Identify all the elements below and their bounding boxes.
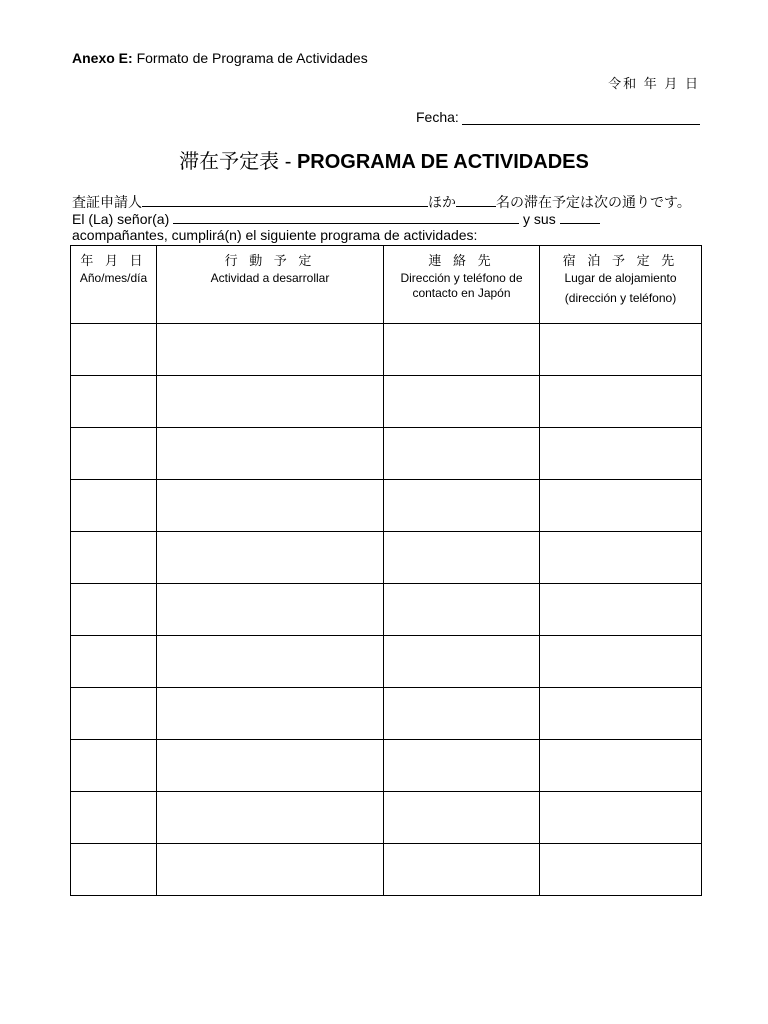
date-cell[interactable]	[71, 428, 157, 480]
date-cell[interactable]	[71, 636, 157, 688]
column-header-es-note: (dirección y teléfono)	[564, 291, 677, 305]
date-cell[interactable]	[71, 480, 157, 532]
title-separator: -	[279, 151, 297, 173]
others-label-jp: ほか	[428, 194, 456, 210]
column-header-date	[71, 246, 157, 324]
table-header-row	[71, 246, 702, 324]
activity-cell[interactable]	[157, 376, 384, 428]
date-cell[interactable]	[71, 376, 157, 428]
column-header-es: Año/mes/día	[79, 271, 148, 285]
column-header-contact	[384, 246, 540, 324]
contact-cell[interactable]	[384, 584, 540, 636]
document-title	[0, 145, 768, 174]
lodging-cell[interactable]	[540, 688, 702, 740]
date-cell[interactable]	[71, 740, 157, 792]
title-spanish: PROGRAMA DE ACTIVIDADES	[296, 151, 589, 173]
activity-cell[interactable]	[157, 636, 384, 688]
activity-cell[interactable]	[157, 532, 384, 584]
table-row	[71, 792, 702, 844]
lodging-cell[interactable]	[540, 376, 702, 428]
date-cell[interactable]	[71, 324, 157, 376]
activity-schedule-table	[70, 245, 702, 896]
activity-cell[interactable]	[157, 844, 384, 896]
lodging-cell[interactable]	[540, 792, 702, 844]
lodging-cell[interactable]	[540, 480, 702, 532]
date-cell[interactable]	[71, 688, 157, 740]
lodging-cell[interactable]	[540, 428, 702, 480]
companion-count-blank-es[interactable]	[560, 210, 600, 224]
companion-count-blank-jp[interactable]	[456, 193, 496, 207]
activity-cell[interactable]	[157, 428, 384, 480]
applicant-label-jp: 査証申請人	[72, 194, 142, 210]
y-sus-label: y sus	[523, 211, 556, 227]
senor-label: El (La) señor(a)	[72, 211, 170, 227]
column-header-es: Actividad a desarrollar	[210, 271, 330, 285]
contact-cell[interactable]	[384, 792, 540, 844]
annex-label: Anexo E:	[72, 50, 133, 66]
annex-heading	[72, 50, 368, 66]
lodging-cell[interactable]	[540, 584, 702, 636]
contact-cell[interactable]	[384, 376, 540, 428]
table-row	[71, 844, 702, 896]
date-label: Fecha:	[416, 109, 459, 125]
activity-cell[interactable]	[157, 688, 384, 740]
table-row	[71, 480, 702, 532]
column-header-jp: 連 絡 先	[428, 253, 495, 268]
schedule-sentence-jp: 名の滞在予定は次の通りです。	[496, 194, 691, 210]
table-row	[71, 688, 702, 740]
era-date: 令和 年 月 日	[608, 76, 700, 91]
senor-name-blank[interactable]	[173, 210, 519, 224]
table-row	[71, 324, 702, 376]
annex-text: Formato de Programa de Actividades	[136, 50, 368, 66]
date-field	[416, 109, 700, 125]
column-header-es: Dirección y teléfono de contacto en Japón	[400, 271, 523, 300]
date-cell[interactable]	[71, 532, 157, 584]
contact-cell[interactable]	[384, 532, 540, 584]
activity-cell[interactable]	[157, 740, 384, 792]
contact-cell[interactable]	[384, 324, 540, 376]
intro-line-spanish-2: acompañantes, cumplirá(n) el siguiente programa de actividades:	[72, 227, 478, 243]
lodging-cell[interactable]	[540, 324, 702, 376]
table-row	[71, 740, 702, 792]
contact-cell[interactable]	[384, 636, 540, 688]
column-header-es: Lugar de alojamiento	[564, 271, 677, 285]
applicant-name-blank[interactable]	[142, 193, 428, 207]
lodging-cell[interactable]	[540, 636, 702, 688]
date-blank-line[interactable]	[462, 110, 700, 125]
contact-cell[interactable]	[384, 480, 540, 532]
column-header-activity	[157, 246, 384, 324]
table-body	[71, 324, 702, 896]
activity-cell[interactable]	[157, 480, 384, 532]
title-japanese: 滞在予定表	[179, 151, 280, 173]
column-header-jp: 宿 泊 予 定 先	[562, 253, 679, 268]
contact-cell[interactable]	[384, 844, 540, 896]
contact-cell[interactable]	[384, 688, 540, 740]
table-row	[71, 584, 702, 636]
column-header-lodging	[540, 246, 702, 324]
activity-cell[interactable]	[157, 792, 384, 844]
activity-cell[interactable]	[157, 324, 384, 376]
date-cell[interactable]	[71, 792, 157, 844]
intro-line-japanese	[72, 192, 691, 212]
table-row	[71, 636, 702, 688]
date-cell[interactable]	[71, 844, 157, 896]
date-cell[interactable]	[71, 584, 157, 636]
column-header-jp: 行 動 予 定	[224, 253, 316, 268]
lodging-cell[interactable]	[540, 844, 702, 896]
contact-cell[interactable]	[384, 428, 540, 480]
lodging-cell[interactable]	[540, 532, 702, 584]
lodging-cell[interactable]	[540, 740, 702, 792]
table-row	[71, 428, 702, 480]
table-row	[71, 376, 702, 428]
contact-cell[interactable]	[384, 740, 540, 792]
column-header-jp: 年 月 日	[80, 253, 147, 268]
intro-line-spanish	[72, 210, 600, 227]
table-row	[71, 532, 702, 584]
activity-cell[interactable]	[157, 584, 384, 636]
